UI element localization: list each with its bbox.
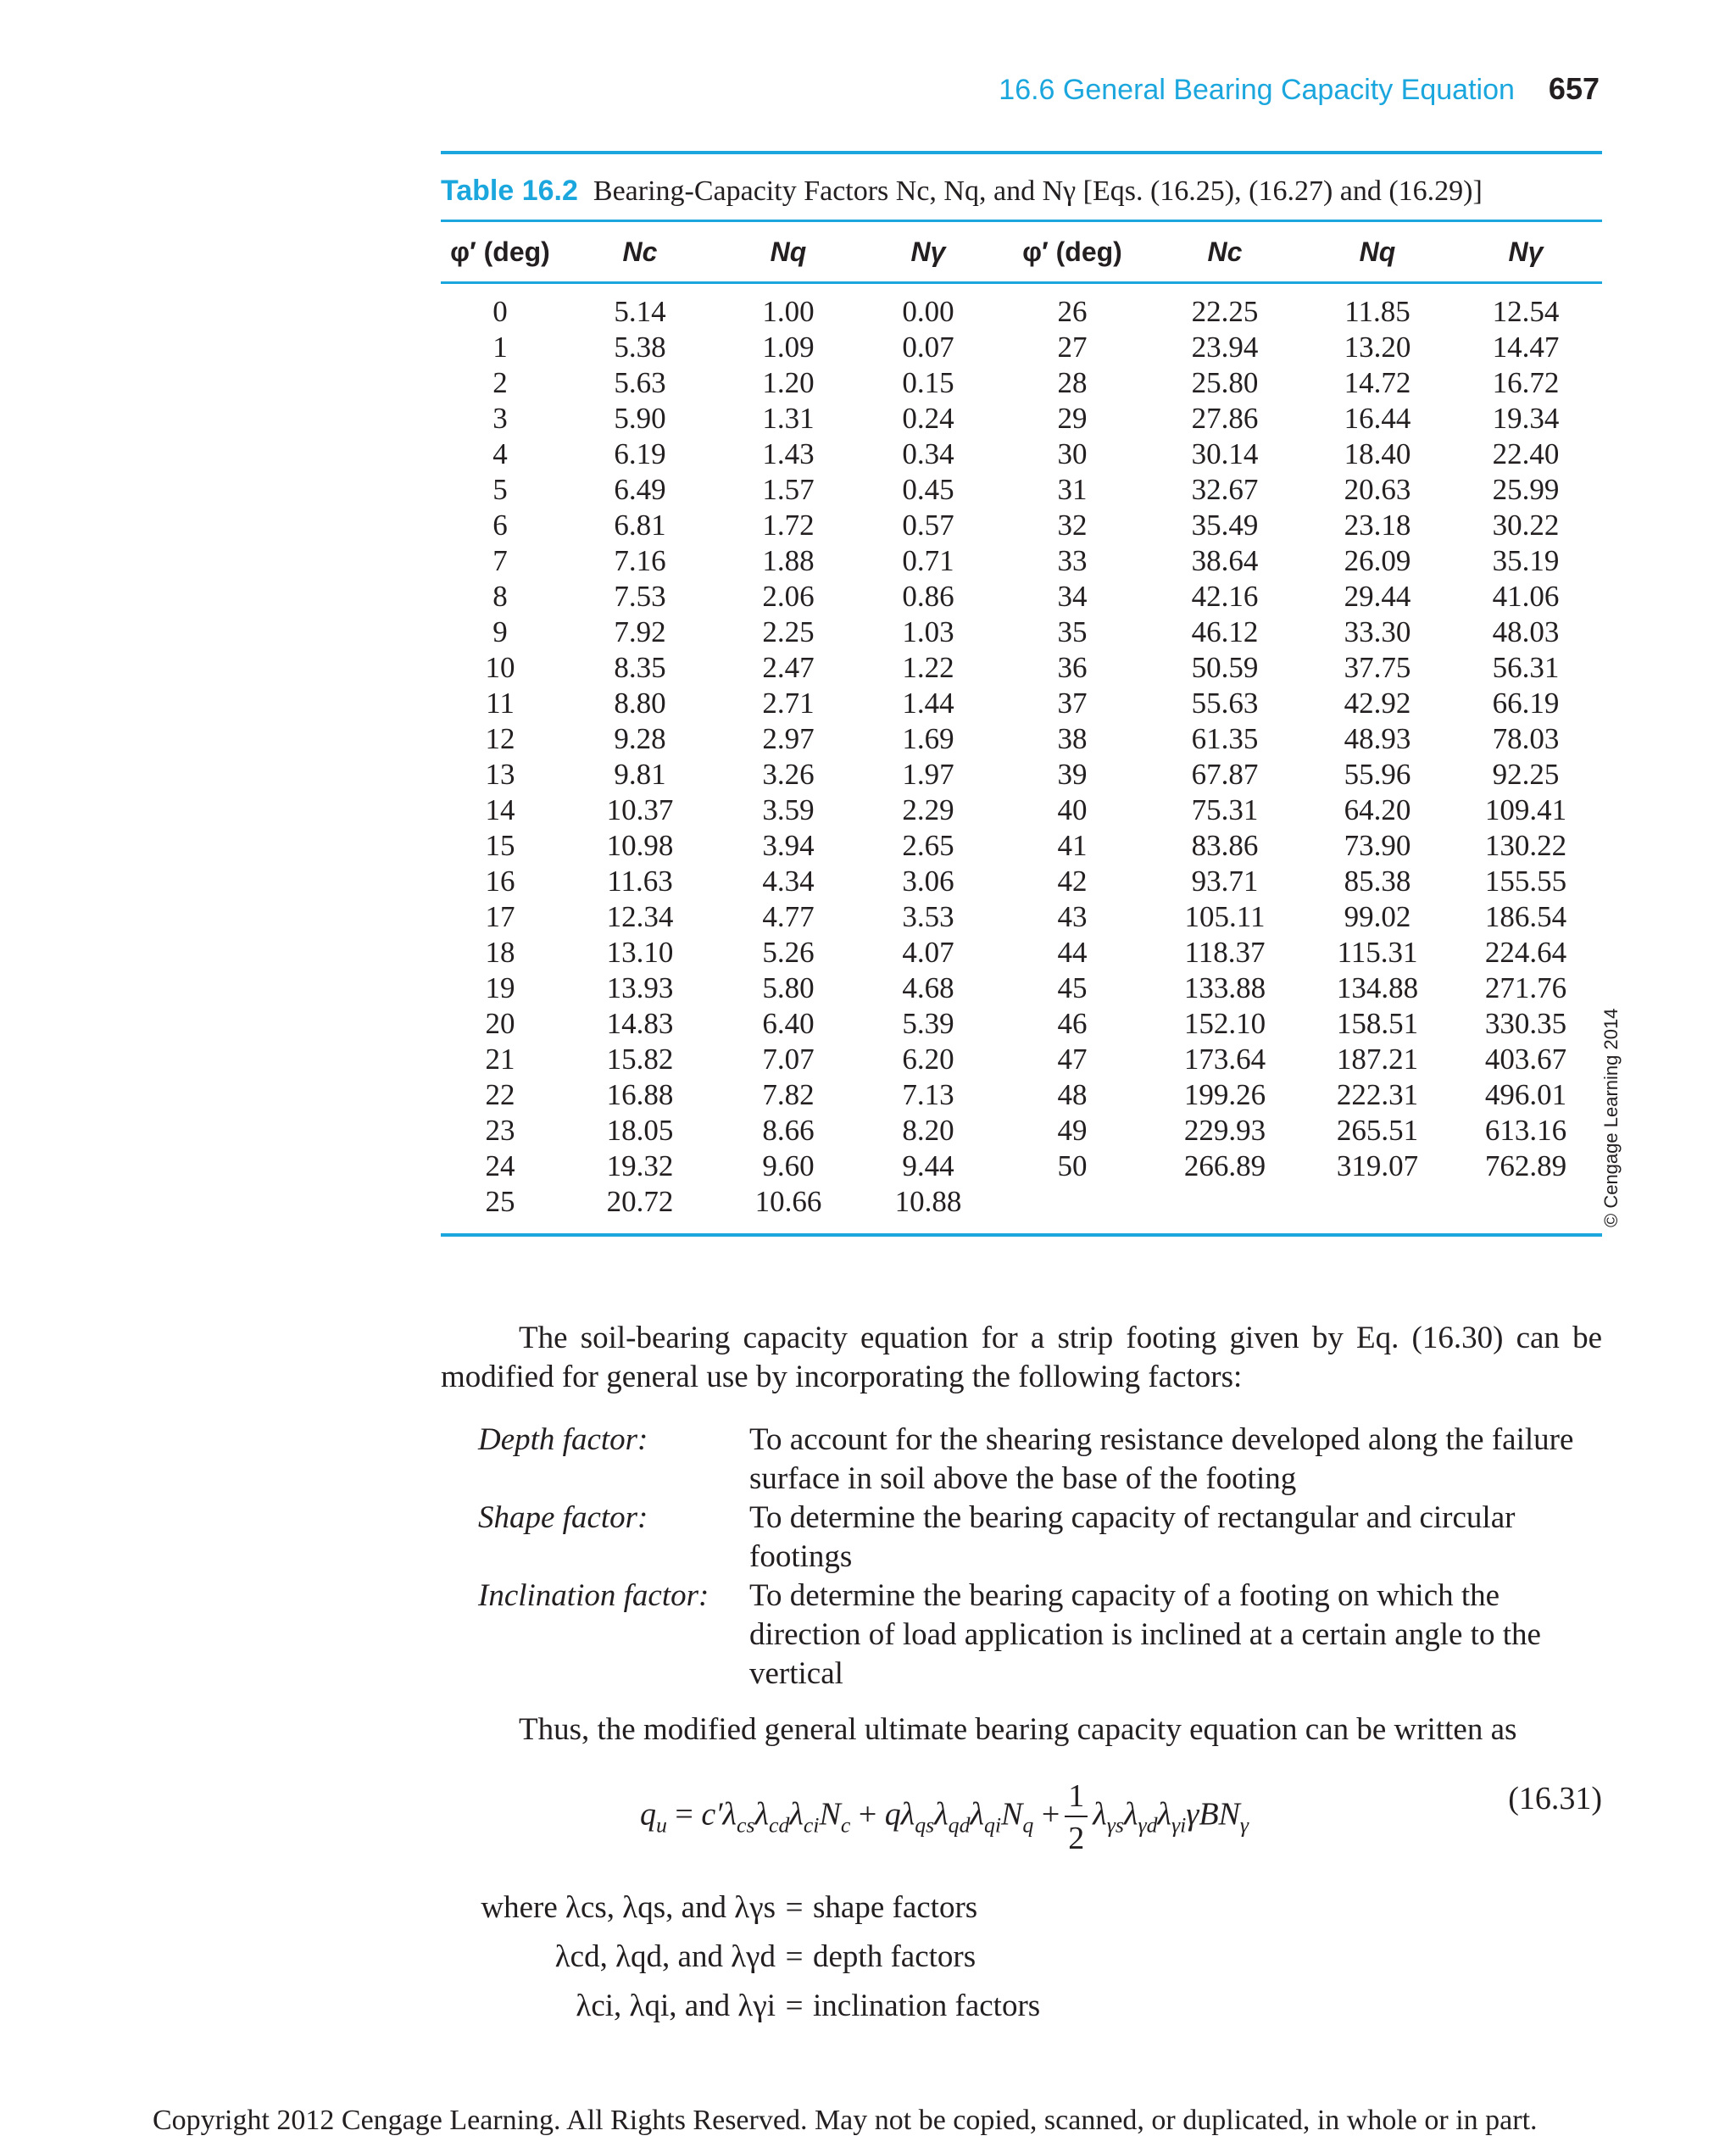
table-cell: 1.97 <box>902 758 954 791</box>
table-cell: 199.26 <box>1183 1078 1266 1111</box>
equals-sign: = <box>785 1939 804 1974</box>
table-cell: 27.86 <box>1191 402 1259 435</box>
table-cell: 3.26 <box>762 758 815 791</box>
table-cell: 3.59 <box>762 793 815 826</box>
table-cell: 4 <box>492 437 508 470</box>
table-cell: 21 <box>485 1043 515 1076</box>
table-cell: 37.75 <box>1344 651 1411 684</box>
table-cell: 155.55 <box>1484 865 1567 898</box>
table-cell: 6.20 <box>902 1043 954 1076</box>
table-cell: 10.98 <box>606 829 674 862</box>
column-header: Nγ <box>856 222 1000 283</box>
table-cell: 1.88 <box>762 544 815 577</box>
table-cell: 9.81 <box>614 758 666 791</box>
table-cell: 0.71 <box>902 544 954 577</box>
table-cell: 265.51 <box>1336 1114 1419 1147</box>
table-cell: 92.25 <box>1492 758 1560 791</box>
table-row <box>441 650 1602 686</box>
definition-symbols: λci, λqi, and λγi <box>576 1988 776 2023</box>
table-cell: 67.87 <box>1191 758 1259 791</box>
definition-row <box>441 1883 1040 1933</box>
table-cell: 5.38 <box>614 331 666 364</box>
table-cell: 15 <box>485 829 515 862</box>
table-cell: 18 <box>485 936 515 969</box>
table-header-row <box>441 222 1602 283</box>
table-cell: 0.34 <box>902 437 954 470</box>
running-head <box>999 71 1600 107</box>
table-cell: 9.28 <box>614 722 666 755</box>
table-cell: 6.81 <box>614 509 666 542</box>
table-cell: 27 <box>1057 331 1088 364</box>
table-cell: 6.19 <box>614 437 666 470</box>
table-cell: 13.20 <box>1344 331 1411 364</box>
table-cell <box>1144 1184 1305 1233</box>
table-cell: 14.72 <box>1344 366 1411 399</box>
table-cell <box>1000 1184 1144 1233</box>
table-cell: 30.14 <box>1191 437 1259 470</box>
table-cell: 93.71 <box>1191 865 1259 898</box>
table-cell: 30.22 <box>1492 509 1560 542</box>
table-cell: 7.53 <box>614 580 666 613</box>
definition-meaning: inclination factors <box>813 1988 1041 2023</box>
table-cell: 109.41 <box>1484 793 1567 826</box>
table-cell: 46 <box>1057 1007 1088 1040</box>
table-cell: 29.44 <box>1344 580 1411 613</box>
table-cell: 13.93 <box>606 971 674 1004</box>
table-cell: 48 <box>1057 1078 1088 1111</box>
image-credit: © Cengage Learning 2014 <box>1600 1008 1622 1227</box>
bearing-capacity-table <box>441 151 1602 1237</box>
table-cell: 158.51 <box>1336 1007 1419 1040</box>
table-cell: 38 <box>1057 722 1088 755</box>
one-half-fraction: $\frac{1}{2}$ <box>1065 1780 1088 1855</box>
table-cell: 5.26 <box>762 936 815 969</box>
table-cell: 4.34 <box>762 865 815 898</box>
table-cell: 25.99 <box>1492 473 1560 506</box>
table-cell: 55.96 <box>1344 758 1411 791</box>
table-row <box>441 1184 1602 1233</box>
table-row <box>441 1042 1602 1077</box>
table-caption-text: Bearing-Capacity Factors Nc, Nq, and Nγ [Eqs. (16.25), (16.27) and (16.29)] <box>593 175 1483 207</box>
table-cell: 38.64 <box>1191 544 1259 577</box>
table-row <box>441 899 1602 935</box>
table-row <box>441 935 1602 971</box>
table-cell: 0.00 <box>902 295 954 328</box>
table-cell: 2.25 <box>762 615 815 648</box>
table-cell: 5.80 <box>762 971 815 1004</box>
table-cell: 187.21 <box>1336 1043 1419 1076</box>
table-cell: 30 <box>1057 437 1088 470</box>
table-cell: 6.49 <box>614 473 666 506</box>
table-cell: 403.67 <box>1484 1043 1567 1076</box>
table-cell: 2.47 <box>762 651 815 684</box>
table-cell: 28 <box>1057 366 1088 399</box>
table-cell: 105.11 <box>1184 900 1266 933</box>
table-row <box>441 1149 1602 1184</box>
table-cell: 78.03 <box>1492 722 1560 755</box>
equals-sign: = <box>785 1890 804 1925</box>
table-cell: 22.25 <box>1191 295 1259 328</box>
table-cell: 1.57 <box>762 473 815 506</box>
table-cell: 23.94 <box>1191 331 1259 364</box>
table-cell: 12.54 <box>1492 295 1560 328</box>
table-cell: 12.34 <box>606 900 674 933</box>
table-cell: 6.40 <box>762 1007 815 1040</box>
table-cell: 45 <box>1057 971 1088 1004</box>
equals-sign: = <box>785 1988 804 2023</box>
table-row <box>441 365 1602 401</box>
table-cell: 7 <box>492 544 508 577</box>
factor-description: To determine the bearing capacity of rectangular and circular footings <box>749 1500 1516 1574</box>
table-cell: 0.86 <box>902 580 954 613</box>
table-cell: 0.57 <box>902 509 954 542</box>
table-cell: 2.71 <box>762 687 815 720</box>
table-cell: 19.34 <box>1492 402 1560 435</box>
table-row <box>441 508 1602 543</box>
table-cell: 16.44 <box>1344 402 1411 435</box>
table-cell: 7.92 <box>614 615 666 648</box>
table-cell: 7.13 <box>902 1078 954 1111</box>
table-cell: 55.63 <box>1191 687 1259 720</box>
table-cell: 8.20 <box>902 1114 954 1147</box>
table-cell: 152.10 <box>1183 1007 1266 1040</box>
table-cell: 5.39 <box>902 1007 954 1040</box>
table-cell: 0 <box>492 295 508 328</box>
table-cell: 42 <box>1057 865 1088 898</box>
table-cell: 22 <box>485 1078 515 1111</box>
table-cell: 48.93 <box>1344 722 1411 755</box>
factor-term: Inclination factor: <box>478 1578 709 1613</box>
table-cell: 1.72 <box>762 509 815 542</box>
table-cell: 115.31 <box>1337 936 1418 969</box>
table-cell: 36 <box>1057 651 1088 684</box>
column-header: Nq <box>721 222 856 283</box>
section-title: 16.6 General Bearing Capacity Equation <box>999 74 1515 106</box>
table-cell: 222.31 <box>1336 1078 1419 1111</box>
table-cell: 12 <box>485 722 515 755</box>
table-cell: 14.47 <box>1492 331 1560 364</box>
table-cell: 266.89 <box>1183 1149 1266 1182</box>
column-header: Nq <box>1305 222 1449 283</box>
copyright-notice: Copyright 2012 Cengage Learning. All Rights Reserved. May not be copied, scanned, or duplicated, in whole or in part. <box>153 2105 1538 2136</box>
table-cell: 8 <box>492 580 508 613</box>
factors-table <box>441 222 1602 1233</box>
table-cell: 14.83 <box>606 1007 674 1040</box>
table-cell: 15.82 <box>606 1043 674 1076</box>
definition-symbols: λcd, λqd, and λγd <box>554 1939 776 1974</box>
table-cell: 0.24 <box>902 402 954 435</box>
table-cell: 18.05 <box>606 1114 674 1147</box>
table-cell: 330.35 <box>1484 1007 1567 1040</box>
table-cell: 10.66 <box>754 1185 822 1218</box>
table-cell: 1.43 <box>762 437 815 470</box>
table-cell: 17 <box>485 900 515 933</box>
table-cell: 35 <box>1057 615 1088 648</box>
table-cell: 23.18 <box>1344 509 1411 542</box>
table-cell: 5.90 <box>614 402 666 435</box>
table-cell: 118.37 <box>1184 936 1266 969</box>
table-cell: 1.00 <box>762 295 815 328</box>
table-cell: 133.88 <box>1183 971 1266 1004</box>
table-row <box>441 686 1602 721</box>
table-cell: 42.16 <box>1191 580 1259 613</box>
table-cell: 8.35 <box>614 651 666 684</box>
table-cell: 18.40 <box>1344 437 1411 470</box>
column-header: Nc <box>559 222 721 283</box>
table-cell: 37 <box>1057 687 1088 720</box>
table-cell: 6 <box>492 509 508 542</box>
table-cell: 47 <box>1057 1043 1088 1076</box>
table-cell: 4.77 <box>762 900 815 933</box>
table-row <box>441 793 1602 828</box>
table-cell: 99.02 <box>1344 900 1411 933</box>
table-label: Table 16.2 <box>441 175 578 207</box>
table-row <box>441 757 1602 793</box>
table-cell: 271.76 <box>1484 971 1567 1004</box>
table-cell: 35.49 <box>1191 509 1259 542</box>
table-cell: 85.38 <box>1344 865 1411 898</box>
definition-symbols: where λcs, λqs, and λγs <box>481 1890 776 1925</box>
table-bottom-rule <box>441 1233 1602 1237</box>
table-cell: 1.69 <box>902 722 954 755</box>
table-cell: 34 <box>1057 580 1088 613</box>
table-row <box>441 971 1602 1006</box>
table-row <box>441 864 1602 899</box>
table-cell: 8.66 <box>762 1114 815 1147</box>
table-row <box>441 401 1602 437</box>
table-cell: 5.63 <box>614 366 666 399</box>
table-cell: 26 <box>1057 295 1088 328</box>
table-cell: 7.82 <box>762 1078 815 1111</box>
table-cell: 2.06 <box>762 580 815 613</box>
table-cell: 229.93 <box>1183 1114 1266 1147</box>
table-cell: 5.14 <box>614 295 666 328</box>
table-row <box>441 1077 1602 1113</box>
table-cell: 13.10 <box>606 936 674 969</box>
table-cell: 2.97 <box>762 722 815 755</box>
table-row <box>441 615 1602 650</box>
equation-body: $q_u = c'\lambda_{cs}\lambda_{cd}\lambda_{ci}N_c + q\lambda_{qs}\lambda_{qd}\lambda_{qi}N_q$ + $\frac{1}{2}$ $\lambda_{\gamma s}\lambda_{\gamma d}\lambda_{\gamma i}\gamma BN_\gamma$ <box>640 1778 1249 1856</box>
table-cell: 20.63 <box>1344 473 1411 506</box>
table-cell <box>1305 1184 1449 1233</box>
factor-item <box>478 1499 1605 1577</box>
table-cell: 16.72 <box>1492 366 1560 399</box>
table-row <box>441 330 1602 365</box>
table-cell: 19.32 <box>606 1149 674 1182</box>
table-cell: 24 <box>485 1149 515 1182</box>
table-cell: 9 <box>492 615 508 648</box>
table-cell: 496.01 <box>1484 1078 1567 1111</box>
table-row <box>441 828 1602 864</box>
table-cell: 1.44 <box>902 687 954 720</box>
table-cell: 2.65 <box>902 829 954 862</box>
table-cell: 29 <box>1057 402 1088 435</box>
table-cell: 50 <box>1057 1149 1088 1182</box>
table-row <box>441 1113 1602 1149</box>
page-number: 657 <box>1548 71 1600 106</box>
table-cell: 1.09 <box>762 331 815 364</box>
table-cell: 1.20 <box>762 366 815 399</box>
table-cell: 3 <box>492 402 508 435</box>
table-cell: 22.40 <box>1492 437 1560 470</box>
table-cell: 10 <box>485 651 515 684</box>
table-cell: 4.07 <box>902 936 954 969</box>
table-cell: 0.15 <box>902 366 954 399</box>
factor-description: To account for the shearing resistance developed along the failure surface in soil above the base of the footing <box>749 1422 1574 1496</box>
table-cell: 1.22 <box>902 651 954 684</box>
table-cell: 19 <box>485 971 515 1004</box>
bearing-capacity-equation <box>441 1763 1602 1856</box>
table-cell: 7.07 <box>762 1043 815 1076</box>
intro-paragraph: The soil-bearing capacity equation for a strip footing given by Eq. (16.30) can be modified for general use by incorporating the following factors: <box>441 1321 1602 1394</box>
table-cell: 613.16 <box>1484 1114 1567 1147</box>
table-cell: 2 <box>492 366 508 399</box>
factor-description: To determine the bearing capacity of a footing on which the direction of load application is inclined at a certain angle to the vertical <box>749 1578 1541 1691</box>
table-cell: 32.67 <box>1191 473 1259 506</box>
table-cell: 7.16 <box>614 544 666 577</box>
table-row <box>441 1006 1602 1042</box>
table-cell: 9.44 <box>902 1149 954 1182</box>
table-row <box>441 579 1602 615</box>
table-cell: 11.85 <box>1344 295 1410 328</box>
table-cell: 83.86 <box>1191 829 1259 862</box>
table-cell: 50.59 <box>1191 651 1259 684</box>
column-header: Nc <box>1144 222 1305 283</box>
table-cell: 31 <box>1057 473 1088 506</box>
factor-item <box>478 1421 1605 1499</box>
table-cell: 319.07 <box>1336 1149 1419 1182</box>
table-cell: 9.60 <box>762 1149 815 1182</box>
column-header: φ′ (deg) <box>1000 222 1144 283</box>
definition-row <box>441 1982 1040 2031</box>
table-cell: 26.09 <box>1344 544 1411 577</box>
equation-number: (16.31) <box>1508 1781 1602 1816</box>
table-cell: 25 <box>485 1185 515 1218</box>
column-header: Nγ <box>1449 222 1602 283</box>
table-cell: 13 <box>485 758 515 791</box>
table-cell: 43 <box>1057 900 1088 933</box>
table-cell: 762.89 <box>1484 1149 1567 1182</box>
column-header: φ′ (deg) <box>441 222 559 283</box>
table-cell: 25.80 <box>1191 366 1259 399</box>
table-cell: 42.92 <box>1344 687 1411 720</box>
table-body <box>441 283 1602 1234</box>
table-cell: 1.31 <box>762 402 815 435</box>
table-cell: 75.31 <box>1191 793 1259 826</box>
table-cell: 8.80 <box>614 687 666 720</box>
table-cell: 44 <box>1057 936 1088 969</box>
table-cell: 33 <box>1057 544 1088 577</box>
table-cell: 48.03 <box>1492 615 1560 648</box>
table-cell: 35.19 <box>1492 544 1560 577</box>
where-definitions <box>441 1883 1040 2031</box>
table-cell: 0.45 <box>902 473 954 506</box>
definition-row <box>441 1933 1040 1982</box>
definition-meaning: depth factors <box>813 1939 976 1974</box>
table-cell: 14 <box>485 793 515 826</box>
table-cell: 41.06 <box>1492 580 1560 613</box>
table-cell: 1.03 <box>902 615 954 648</box>
table-cell: 61.35 <box>1191 722 1259 755</box>
table-cell: 16.88 <box>606 1078 674 1111</box>
table-cell: 11.63 <box>607 865 673 898</box>
table-cell: 0.07 <box>902 331 954 364</box>
table-row <box>441 472 1602 508</box>
factor-list <box>478 1421 1605 1694</box>
table-caption <box>441 154 1602 220</box>
table-cell: 39 <box>1057 758 1088 791</box>
table-cell: 173.64 <box>1183 1043 1266 1076</box>
table-cell: 33.30 <box>1344 615 1411 648</box>
table-row <box>441 721 1602 757</box>
thus-paragraph: Thus, the modified general ultimate bearing capacity equation can be written as <box>519 1712 1517 1747</box>
table-cell: 11 <box>486 687 515 720</box>
table-cell: 40 <box>1057 793 1088 826</box>
table-cell: 46.12 <box>1191 615 1259 648</box>
table-cell: 66.19 <box>1492 687 1560 720</box>
table-row <box>441 543 1602 579</box>
table-cell: 10.88 <box>894 1185 962 1218</box>
table-cell: 73.90 <box>1344 829 1411 862</box>
definition-meaning: shape factors <box>813 1890 978 1925</box>
table-cell: 41 <box>1057 829 1088 862</box>
table-row <box>441 283 1602 331</box>
table-cell: 49 <box>1057 1114 1088 1147</box>
table-cell: 20 <box>485 1007 515 1040</box>
table-cell: 5 <box>492 473 508 506</box>
table-cell: 2.29 <box>902 793 954 826</box>
table-cell: 20.72 <box>606 1185 674 1218</box>
table-cell: 3.53 <box>902 900 954 933</box>
table-cell: 134.88 <box>1336 971 1419 1004</box>
factor-item <box>478 1577 1605 1694</box>
factor-term: Shape factor: <box>478 1500 648 1535</box>
table-cell: 3.94 <box>762 829 815 862</box>
table-row <box>441 437 1602 472</box>
table-cell: 16 <box>485 865 515 898</box>
table-cell <box>1449 1184 1602 1233</box>
table-cell: 3.06 <box>902 865 954 898</box>
table-cell: 130.22 <box>1484 829 1567 862</box>
table-cell: 32 <box>1057 509 1088 542</box>
table-cell: 10.37 <box>606 793 674 826</box>
table-cell: 186.54 <box>1484 900 1567 933</box>
table-cell: 56.31 <box>1492 651 1560 684</box>
factor-term: Depth factor: <box>478 1422 648 1457</box>
table-cell: 1 <box>492 331 508 364</box>
table-cell: 4.68 <box>902 971 954 1004</box>
table-cell: 224.64 <box>1484 936 1567 969</box>
table-cell: 23 <box>485 1114 515 1147</box>
table-cell: 64.20 <box>1344 793 1411 826</box>
